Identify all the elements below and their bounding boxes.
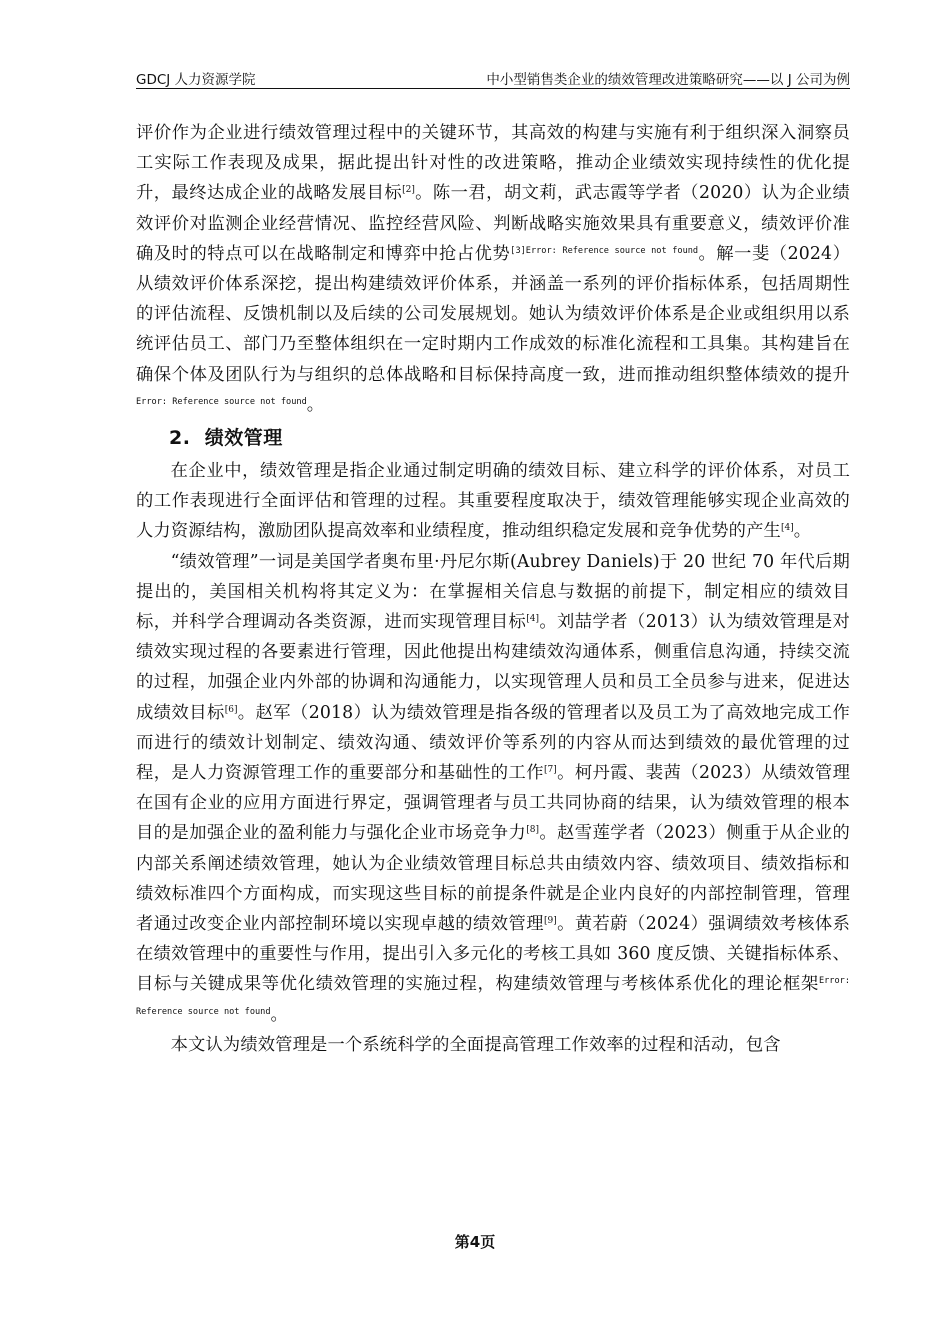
citation: [7] bbox=[544, 765, 557, 776]
citation: [8] bbox=[526, 825, 540, 836]
citation: [4] bbox=[780, 523, 794, 534]
citation: [6] bbox=[224, 704, 238, 715]
header-paper-title: 中小型销售类企业的绩效管理改进策略研究——以 J 公司为例 bbox=[486, 72, 850, 88]
section-heading bbox=[136, 420, 850, 456]
citation-error: [3]Error: Reference source not found bbox=[510, 245, 699, 256]
citation-error: Error: Reference source not found bbox=[136, 396, 307, 407]
paragraph-definition: 在企业中，绩效管理是指企业通过制定明确的绩效目标、建立科学的评价体系，对员工的工作表现进行全面评估和管理的过程。其重要程度取决于，绩效管理能够实现企业高效的人力资源结构，激励团队提高效率和业绩程度，推动组织稳定发展和竞争优势的产生[4]。 bbox=[136, 461, 850, 542]
paragraph-literature: “绩效管理”一词是美国学者奥布里·丹尼尔斯(Aubrey Daniels)于 20 世纪 70 年代后期提出的，美国相关机构将其定义为：在掌握相关信息与数据的前提下，制定相应的绩效目标，并科学合理调动各类资源，进而实现管理目标[4]。刘喆学者（2013）认为绩效管理是对绩效实现过程的各要素进行管理，因此他提出构建绩效沟通体系，侧重信息沟通，持续交流的过程，加强企业内外部的协调和沟通能力，以实现管理人员和员工全员参与进来，促进达成绩效目标[6]。赵军（2018）认为绩效管理是指各级的管理者以及员工为了高效地完成工作而进行的绩效计划制定、绩效沟通、绩效评价等系列的内容从而达到绩效的最优管理的过程，是人力资源管理工作的重要部分和基础性的工作[7]。柯丹霞、裴茜（2023）从绩效管理在国有企业的应用方面进行界定，强调管理者与员工共同协商的结果，认为绩效管理的根本目的是加强企业的盈利能力与强化企业市场竞争力[8]。赵雪莲学者（2023）侧重于从企业的内部关系阐述绩效管理，她认为企业绩效管理目标总共由绩效内容、绩效项目、绩效指标和绩效标准四个方面构成，而实现这些目标的前提条件就是企业内良好的内部控制管理，管理者通过改变企业内部控制环境以实现卓越的绩效管理[9]。黄若蔚（2024）强调绩效考核体系在绩效管理中的重要性与作用，提出引入多元化的考核工具如 360 度反馈、关键指标体系、目标与关键成果等优化绩效管理的实施过程，构建绩效管理与考核体系优化的理论框架$^{Error: Reference source not found}$。 bbox=[136, 551, 851, 1025]
section-title: 绩效管理 bbox=[204, 427, 283, 450]
page-body bbox=[136, 118, 850, 1060]
running-header bbox=[136, 66, 850, 89]
paragraph-conclusion: 本文认为绩效管理是一个系统科学的全面提高管理工作效率的过程和活动，包含 bbox=[170, 1034, 781, 1055]
page-number: 第4页 bbox=[454, 1233, 496, 1251]
section-number: 2. bbox=[169, 427, 191, 450]
citation-error: Error: Reference source not found bbox=[136, 976, 850, 1017]
paragraph-evaluation: 评价作为企业进行绩效管理过程中的关键环节，其高效的构建与实施有利于组织深入洞察员工实际工作表现及成果，据此提出针对性的改进策略，推动企业绩效实现持续性的优化提升，最终达成企业的战略发展目标[2]。陈一君，胡文莉，武志霞等学者（2020）认为企业绩效评价对监测企业经营情况、监控经营风险、判断战略实施效果具有重要意义，绩效评价准确及时的特点可以在战略制定和博弈中抢占优势$^{[3]Error: Reference source not found}$。解一斐（2024）从绩效评价体系深挖，提出构建绩效评价体系，并涵盖一系列的评价指标体系，包括周期性的评估流程、反馈机制以及后续的公司发展规划。她认为绩效评价体系是企业或组织用以系统评估员工、部门乃至整体组织在一定时期内工作成效的标准化流程和工具集。其构建旨在确保个体及团队行为与组织的总体战略和目标保持高度一致，进而推动组织整体绩效的提升$^{Error: Reference source not found}$。 bbox=[136, 123, 850, 415]
citation: [4] bbox=[526, 614, 540, 625]
citation: [2] bbox=[402, 185, 415, 196]
citation: [9] bbox=[544, 916, 557, 927]
header-institution: GDCJ 人力资源学院 bbox=[136, 72, 256, 88]
